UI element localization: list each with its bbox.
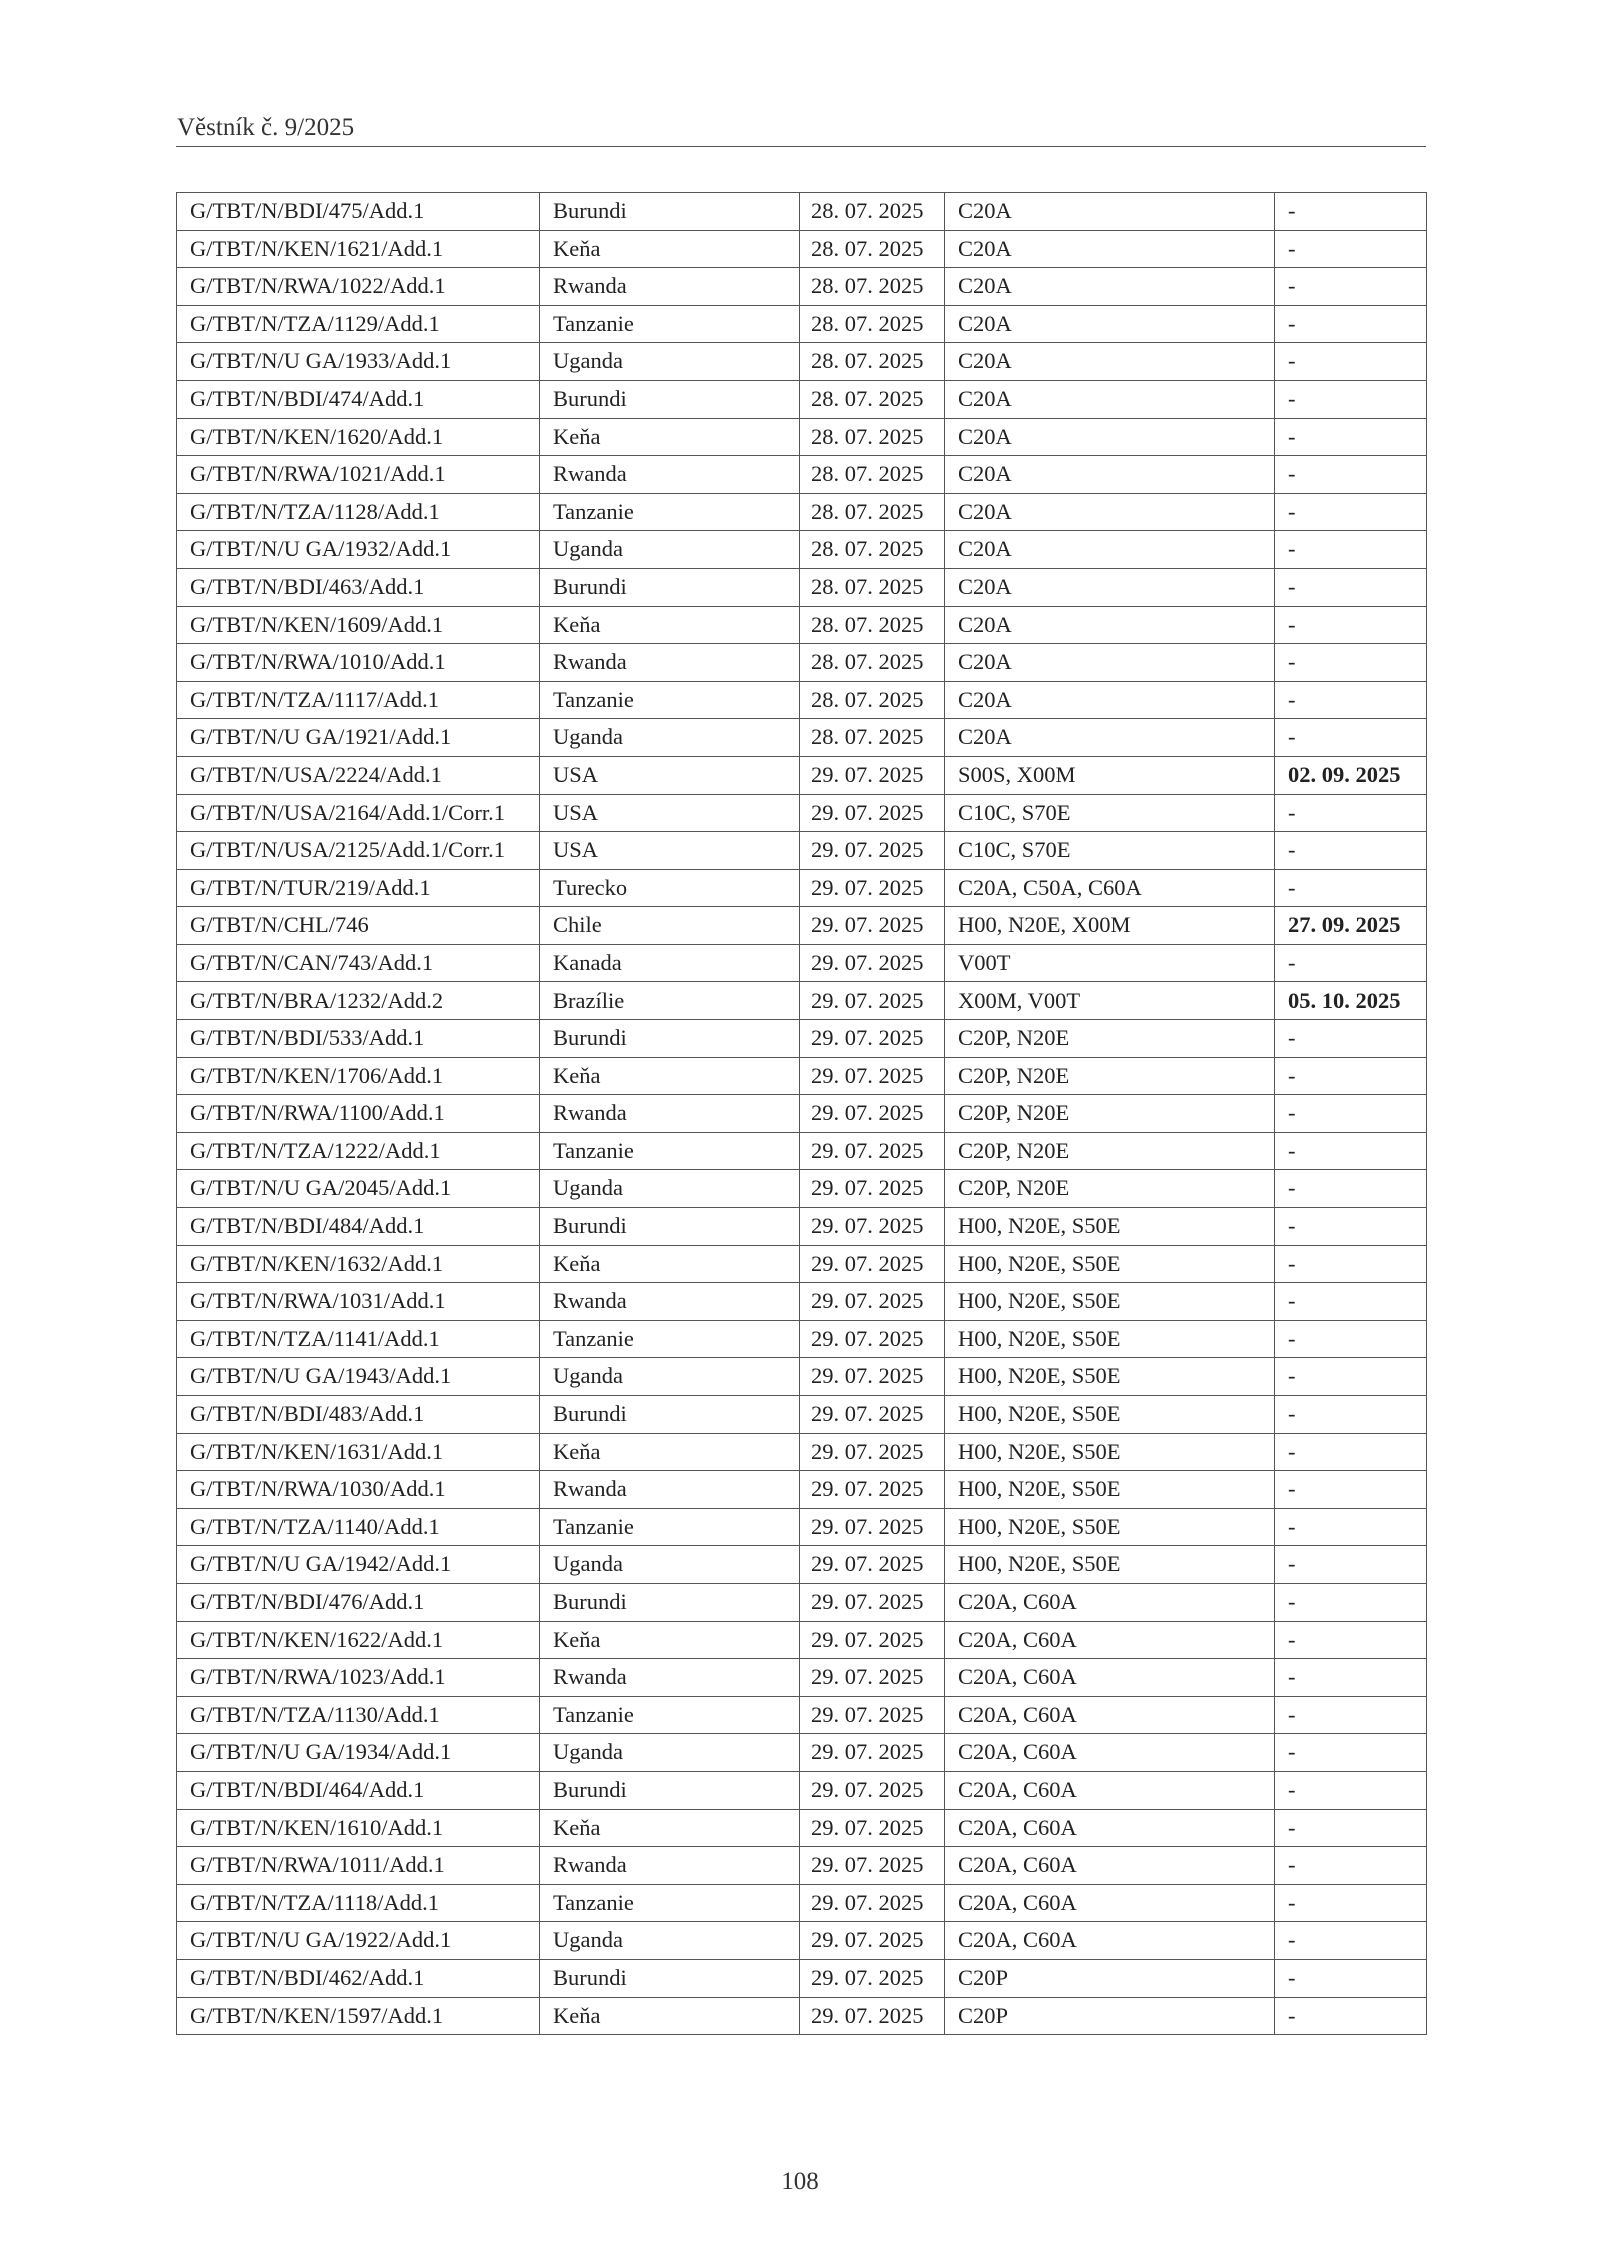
notification-code: G/TBT/N/KEN/1610/Add.1 [177,1809,540,1847]
notification-code: G/TBT/N/TZA/1140/Add.1 [177,1508,540,1546]
notification-code: G/TBT/N/KEN/1621/Add.1 [177,230,540,268]
notification-date: 29. 07. 2025 [800,944,945,982]
notification-date: 28. 07. 2025 [800,719,945,757]
table-row [177,832,1427,870]
country-name: Uganda [540,1170,800,1208]
notification-table-body [177,193,1427,2035]
ics-codes: C20A [945,606,1275,644]
notification-code: G/TBT/N/RWA/1100/Add.1 [177,1095,540,1133]
ics-codes: H00, N20E, S50E [945,1208,1275,1246]
notification-date: 29. 07. 2025 [800,1132,945,1170]
country-name: Keňa [540,230,800,268]
table-row [177,1621,1427,1659]
country-name: Uganda [540,1734,800,1772]
notification-date: 29. 07. 2025 [800,756,945,794]
table-row [177,606,1427,644]
country-name: Kanada [540,944,800,982]
comment-deadline: - [1275,1884,1427,1922]
comment-deadline: - [1275,1734,1427,1772]
notification-code: G/TBT/N/KEN/1620/Add.1 [177,418,540,456]
comment-deadline: - [1275,1809,1427,1847]
table-row [177,230,1427,268]
notification-code: G/TBT/N/KEN/1609/Add.1 [177,606,540,644]
notification-code: G/TBT/N/U GA/1933/Add.1 [177,343,540,381]
notification-code: G/TBT/N/USA/2164/Add.1/Corr.1 [177,794,540,832]
ics-codes: C20A [945,343,1275,381]
notification-date: 29. 07. 2025 [800,1358,945,1396]
table-row [177,1433,1427,1471]
page-number: 108 [781,2168,819,2195]
ics-codes: C20P, N20E [945,1020,1275,1058]
table-row [177,1095,1427,1133]
notification-date: 28. 07. 2025 [800,531,945,569]
notification-code: G/TBT/N/USA/2125/Add.1/Corr.1 [177,832,540,870]
country-name: Uganda [540,531,800,569]
comment-deadline: - [1275,719,1427,757]
ics-codes: C20A, C50A, C60A [945,869,1275,907]
ics-codes: C20P [945,1959,1275,1997]
notification-code: G/TBT/N/U GA/1932/Add.1 [177,531,540,569]
country-name: USA [540,794,800,832]
table-row [177,1020,1427,1058]
notification-code: G/TBT/N/RWA/1010/Add.1 [177,644,540,682]
notification-date: 29. 07. 2025 [800,1922,945,1960]
country-name: Rwanda [540,268,800,306]
country-name: Burundi [540,1208,800,1246]
country-name: USA [540,832,800,870]
comment-deadline: - [1275,1433,1427,1471]
table-row [177,1396,1427,1434]
comment-deadline: - [1275,1922,1427,1960]
notification-code: G/TBT/N/RWA/1031/Add.1 [177,1283,540,1321]
country-name: Burundi [540,1583,800,1621]
country-name: Keňa [540,1433,800,1471]
notification-date: 28. 07. 2025 [800,193,945,231]
notification-code: G/TBT/N/U GA/2045/Add.1 [177,1170,540,1208]
comment-deadline: - [1275,794,1427,832]
notification-date: 28. 07. 2025 [800,305,945,343]
notification-code: G/TBT/N/CHL/746 [177,907,540,945]
ics-codes: H00, N20E, S50E [945,1320,1275,1358]
comment-deadline: - [1275,568,1427,606]
comment-deadline: - [1275,343,1427,381]
country-name: Keňa [540,1057,800,1095]
ics-codes: H00, N20E, X00M [945,907,1275,945]
notification-date: 29. 07. 2025 [800,794,945,832]
ics-codes: C10C, S70E [945,832,1275,870]
comment-deadline: - [1275,1771,1427,1809]
notification-date: 29. 07. 2025 [800,1696,945,1734]
ics-codes: C20A, C60A [945,1734,1275,1772]
notification-code: G/TBT/N/RWA/1011/Add.1 [177,1847,540,1885]
table-row [177,1734,1427,1772]
table-row [177,531,1427,569]
comment-deadline: - [1275,681,1427,719]
comment-deadline: - [1275,531,1427,569]
ics-codes: C20P, N20E [945,1095,1275,1133]
table-row [177,719,1427,757]
notification-date: 28. 07. 2025 [800,230,945,268]
comment-deadline: - [1275,418,1427,456]
notification-date: 28. 07. 2025 [800,681,945,719]
comment-deadline: - [1275,1621,1427,1659]
country-name: Tanzanie [540,1696,800,1734]
notification-code: G/TBT/N/BDI/474/Add.1 [177,380,540,418]
comment-deadline: - [1275,493,1427,531]
notification-code: G/TBT/N/RWA/1021/Add.1 [177,456,540,494]
country-name: Rwanda [540,1095,800,1133]
country-name: Tanzanie [540,1884,800,1922]
notification-date: 29. 07. 2025 [800,1847,945,1885]
table-row [177,568,1427,606]
notification-date: 29. 07. 2025 [800,1020,945,1058]
ics-codes: S00S, X00M [945,756,1275,794]
country-name: Burundi [540,1771,800,1809]
notification-code: G/TBT/N/U GA/1922/Add.1 [177,1922,540,1960]
country-name: Tanzanie [540,1132,800,1170]
comment-deadline: 02. 09. 2025 [1275,756,1427,794]
notification-date: 29. 07. 2025 [800,1208,945,1246]
table-row [177,1922,1427,1960]
table-row [177,944,1427,982]
notification-date: 29. 07. 2025 [800,1771,945,1809]
comment-deadline: - [1275,1245,1427,1283]
country-name: Uganda [540,1546,800,1584]
country-name: Brazílie [540,982,800,1020]
table-row [177,193,1427,231]
country-name: Uganda [540,1922,800,1960]
table-row [177,1997,1427,2035]
notification-code: G/TBT/N/TZA/1118/Add.1 [177,1884,540,1922]
notification-date: 29. 07. 2025 [800,1283,945,1321]
ics-codes: H00, N20E, S50E [945,1245,1275,1283]
notification-code: G/TBT/N/RWA/1023/Add.1 [177,1659,540,1697]
country-name: Rwanda [540,1659,800,1697]
ics-codes: H00, N20E, S50E [945,1396,1275,1434]
comment-deadline: - [1275,230,1427,268]
notification-date: 29. 07. 2025 [800,1245,945,1283]
table-row [177,644,1427,682]
country-name: Chile [540,907,800,945]
country-name: Tanzanie [540,493,800,531]
ics-codes: C20A, C60A [945,1809,1275,1847]
notification-code: G/TBT/N/TZA/1128/Add.1 [177,493,540,531]
table-row [177,681,1427,719]
notification-date: 29. 07. 2025 [800,907,945,945]
country-name: Burundi [540,568,800,606]
ics-codes: C20A [945,230,1275,268]
comment-deadline: 05. 10. 2025 [1275,982,1427,1020]
comment-deadline: - [1275,1170,1427,1208]
notification-date: 28. 07. 2025 [800,418,945,456]
comment-deadline: - [1275,1095,1427,1133]
notification-date: 29. 07. 2025 [800,1396,945,1434]
comment-deadline: - [1275,1847,1427,1885]
notification-code: G/TBT/N/CAN/743/Add.1 [177,944,540,982]
comment-deadline: - [1275,1396,1427,1434]
ics-codes: C20A [945,719,1275,757]
notification-date: 29. 07. 2025 [800,1471,945,1509]
table-row [177,1696,1427,1734]
ics-codes: C20P, N20E [945,1057,1275,1095]
comment-deadline: - [1275,832,1427,870]
notification-code: G/TBT/N/BDI/475/Add.1 [177,193,540,231]
notification-code: G/TBT/N/KEN/1706/Add.1 [177,1057,540,1095]
table-row [177,1132,1427,1170]
table-row [177,1283,1427,1321]
comment-deadline: - [1275,1583,1427,1621]
notification-date: 29. 07. 2025 [800,1734,945,1772]
comment-deadline: - [1275,1283,1427,1321]
notification-code: G/TBT/N/BDI/483/Add.1 [177,1396,540,1434]
table-row [177,794,1427,832]
ics-codes: C20A, C60A [945,1884,1275,1922]
country-name: Burundi [540,1020,800,1058]
table-row [177,1508,1427,1546]
notification-date: 29. 07. 2025 [800,1659,945,1697]
notification-code: G/TBT/N/U GA/1942/Add.1 [177,1546,540,1584]
notification-code: G/TBT/N/KEN/1632/Add.1 [177,1245,540,1283]
notification-code: G/TBT/N/U GA/1934/Add.1 [177,1734,540,1772]
table-row [177,305,1427,343]
ics-codes: C20P, N20E [945,1170,1275,1208]
notification-code: G/TBT/N/KEN/1622/Add.1 [177,1621,540,1659]
notification-code: G/TBT/N/BDI/462/Add.1 [177,1959,540,1997]
notification-code: G/TBT/N/BDI/484/Add.1 [177,1208,540,1246]
comment-deadline: - [1275,1471,1427,1509]
comment-deadline: - [1275,305,1427,343]
comment-deadline: - [1275,944,1427,982]
table-row [177,756,1427,794]
comment-deadline: 27. 09. 2025 [1275,907,1427,945]
ics-codes: H00, N20E, S50E [945,1283,1275,1321]
ics-codes: H00, N20E, S50E [945,1546,1275,1584]
table-row [177,1208,1427,1246]
ics-codes: C20A [945,268,1275,306]
ics-codes: C20P, N20E [945,1132,1275,1170]
comment-deadline: - [1275,644,1427,682]
table-row [177,1471,1427,1509]
table-row [177,1884,1427,1922]
notification-date: 28. 07. 2025 [800,606,945,644]
notification-date: 29. 07. 2025 [800,1959,945,1997]
ics-codes: C20A [945,305,1275,343]
table-row [177,1659,1427,1697]
country-name: Keňa [540,606,800,644]
ics-codes: V00T [945,944,1275,982]
notification-date: 29. 07. 2025 [800,1170,945,1208]
notification-code: G/TBT/N/BDI/533/Add.1 [177,1020,540,1058]
country-name: Keňa [540,1997,800,2035]
ics-codes: H00, N20E, S50E [945,1433,1275,1471]
country-name: Rwanda [540,456,800,494]
country-name: Turecko [540,869,800,907]
notification-date: 29. 07. 2025 [800,1095,945,1133]
country-name: Rwanda [540,1847,800,1885]
country-name: Keňa [540,1245,800,1283]
notification-code: G/TBT/N/U GA/1943/Add.1 [177,1358,540,1396]
country-name: Rwanda [540,1471,800,1509]
notification-code: G/TBT/N/TZA/1117/Add.1 [177,681,540,719]
ics-codes: C20A [945,193,1275,231]
notification-code: G/TBT/N/BDI/464/Add.1 [177,1771,540,1809]
table-row [177,1583,1427,1621]
ics-codes: H00, N20E, S50E [945,1471,1275,1509]
notification-date: 29. 07. 2025 [800,1546,945,1584]
table-row [177,1809,1427,1847]
table-row [177,1847,1427,1885]
notification-date: 29. 07. 2025 [800,982,945,1020]
ics-codes: C20A [945,568,1275,606]
table-row [177,1170,1427,1208]
notification-code: G/TBT/N/TUR/219/Add.1 [177,869,540,907]
notification-date: 28. 07. 2025 [800,493,945,531]
country-name: Burundi [540,193,800,231]
notification-code: G/TBT/N/TZA/1141/Add.1 [177,1320,540,1358]
country-name: Uganda [540,719,800,757]
comment-deadline: - [1275,869,1427,907]
notification-code: G/TBT/N/RWA/1022/Add.1 [177,268,540,306]
table-row [177,380,1427,418]
ics-codes: C10C, S70E [945,794,1275,832]
ics-codes: C20A [945,644,1275,682]
table-row [177,1320,1427,1358]
notification-date: 28. 07. 2025 [800,380,945,418]
table-row [177,1959,1427,1997]
ics-codes: C20A [945,493,1275,531]
ics-codes: C20P [945,1997,1275,2035]
notification-date: 29. 07. 2025 [800,1508,945,1546]
table-row [177,343,1427,381]
country-name: Tanzanie [540,305,800,343]
country-name: Tanzanie [540,1320,800,1358]
table-row [177,1245,1427,1283]
table-row [177,418,1427,456]
notification-code: G/TBT/N/TZA/1130/Add.1 [177,1696,540,1734]
country-name: Uganda [540,343,800,381]
comment-deadline: - [1275,1959,1427,1997]
table-row [177,268,1427,306]
comment-deadline: - [1275,1057,1427,1095]
notification-date: 28. 07. 2025 [800,343,945,381]
notification-code: G/TBT/N/KEN/1631/Add.1 [177,1433,540,1471]
country-name: Rwanda [540,1283,800,1321]
ics-codes: C20A [945,456,1275,494]
notification-code: G/TBT/N/U GA/1921/Add.1 [177,719,540,757]
ics-codes: C20A [945,380,1275,418]
ics-codes: C20A [945,531,1275,569]
table-row [177,1358,1427,1396]
notification-table [176,192,1427,2035]
country-name: Keňa [540,1809,800,1847]
notification-code: G/TBT/N/BRA/1232/Add.2 [177,982,540,1020]
notification-date: 29. 07. 2025 [800,1583,945,1621]
table-row [177,869,1427,907]
running-header: Věstník č. 9/2025 [177,114,355,141]
notification-code: G/TBT/N/USA/2224/Add.1 [177,756,540,794]
notification-date: 29. 07. 2025 [800,1884,945,1922]
country-name: USA [540,756,800,794]
notification-date: 29. 07. 2025 [800,1320,945,1358]
country-name: Tanzanie [540,681,800,719]
notification-code: G/TBT/N/KEN/1597/Add.1 [177,1997,540,2035]
country-name: Burundi [540,1396,800,1434]
notification-code: G/TBT/N/TZA/1222/Add.1 [177,1132,540,1170]
notification-code: G/TBT/N/TZA/1129/Add.1 [177,305,540,343]
comment-deadline: - [1275,1696,1427,1734]
ics-codes: C20A, C60A [945,1583,1275,1621]
country-name: Tanzanie [540,1508,800,1546]
ics-codes: C20A, C60A [945,1847,1275,1885]
notification-date: 28. 07. 2025 [800,644,945,682]
comment-deadline: - [1275,268,1427,306]
country-name: Uganda [540,1358,800,1396]
comment-deadline: - [1275,1997,1427,2035]
notification-date: 29. 07. 2025 [800,832,945,870]
comment-deadline: - [1275,1020,1427,1058]
ics-codes: C20A [945,681,1275,719]
table-row [177,1771,1427,1809]
notification-date: 28. 07. 2025 [800,568,945,606]
comment-deadline: - [1275,1358,1427,1396]
comment-deadline: - [1275,1208,1427,1246]
comment-deadline: - [1275,1320,1427,1358]
country-name: Keňa [540,418,800,456]
notification-code: G/TBT/N/BDI/476/Add.1 [177,1583,540,1621]
header-rule [176,146,1426,147]
notification-code: G/TBT/N/BDI/463/Add.1 [177,568,540,606]
notification-date: 29. 07. 2025 [800,1433,945,1471]
ics-codes: C20A [945,418,1275,456]
comment-deadline: - [1275,1132,1427,1170]
ics-codes: C20A, C60A [945,1771,1275,1809]
ics-codes: C20A, C60A [945,1621,1275,1659]
table-row [177,1057,1427,1095]
comment-deadline: - [1275,1508,1427,1546]
country-name: Rwanda [540,644,800,682]
ics-codes: X00M, V00T [945,982,1275,1020]
table-row [177,1546,1427,1584]
comment-deadline: - [1275,193,1427,231]
notification-date: 28. 07. 2025 [800,456,945,494]
ics-codes: C20A, C60A [945,1659,1275,1697]
comment-deadline: - [1275,606,1427,644]
table-row [177,907,1427,945]
country-name: Burundi [540,380,800,418]
country-name: Burundi [540,1959,800,1997]
ics-codes: C20A, C60A [945,1922,1275,1960]
notification-date: 29. 07. 2025 [800,1057,945,1095]
notification-date: 29. 07. 2025 [800,1997,945,2035]
notification-date: 29. 07. 2025 [800,1809,945,1847]
ics-codes: H00, N20E, S50E [945,1508,1275,1546]
ics-codes: H00, N20E, S50E [945,1358,1275,1396]
notification-date: 29. 07. 2025 [800,1621,945,1659]
comment-deadline: - [1275,1546,1427,1584]
notification-date: 29. 07. 2025 [800,869,945,907]
table-row [177,982,1427,1020]
table-row [177,493,1427,531]
comment-deadline: - [1275,1659,1427,1697]
ics-codes: C20A, C60A [945,1696,1275,1734]
comment-deadline: - [1275,380,1427,418]
notification-code: G/TBT/N/RWA/1030/Add.1 [177,1471,540,1509]
country-name: Keňa [540,1621,800,1659]
comment-deadline: - [1275,456,1427,494]
table-row [177,456,1427,494]
notification-date: 28. 07. 2025 [800,268,945,306]
